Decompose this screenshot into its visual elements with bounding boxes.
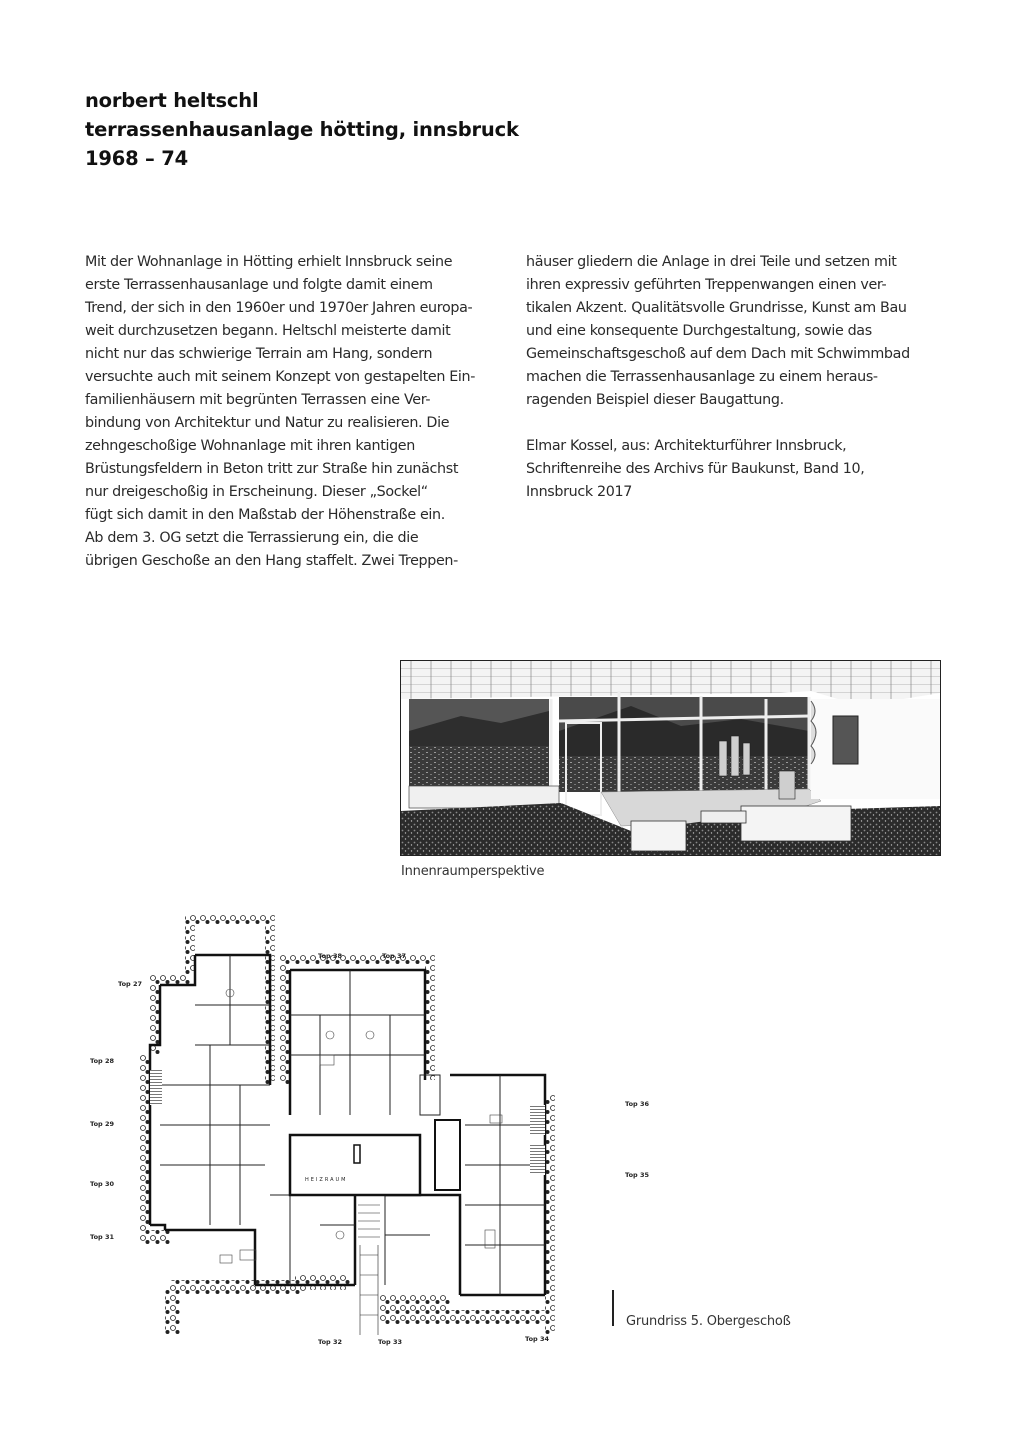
stair-core	[435, 1120, 460, 1190]
perspective-drawing	[401, 661, 940, 855]
text-line: Gemeinschaftsgeschoß auf dem Dach mit Schwimmbad	[526, 346, 910, 362]
text-line: machen die Terrassenhausanlage zu einem heraus-	[526, 369, 878, 385]
heizraum-room	[290, 1135, 420, 1195]
text-line: ihren expressiv geführten Treppenwangen einen ver-	[526, 277, 887, 293]
unit-label-top-27: Top 27	[118, 980, 142, 988]
text-line: Mit der Wohnanlage in Hötting erhielt Innsbruck seine	[85, 254, 453, 270]
unit-label-top-31: Top 31	[90, 1233, 114, 1241]
text-line: Trend, der sich in den 1960er und 1970er Jahren europa-	[85, 300, 473, 316]
unit-label-top-28: Top 28	[90, 1057, 114, 1065]
body-text-right-column	[526, 251, 956, 504]
project-years: 1968 – 74	[85, 147, 188, 170]
unit-label-top-33: Top 33	[378, 1338, 402, 1346]
page-heading	[85, 86, 519, 173]
floor-plan-caption: Grundriss 5. Obergeschoß	[626, 1314, 791, 1329]
shaft	[354, 1145, 360, 1163]
citation-line: Innsbruck 2017	[526, 484, 632, 500]
unit-label-top-32: Top 32	[318, 1338, 342, 1346]
unit-label-top-29: Top 29	[90, 1120, 114, 1128]
text-line: familienhäusern mit begrünten Terrassen eine Ver-	[85, 392, 431, 408]
unit-label-top-34: Top 34	[525, 1335, 549, 1343]
interior-walls	[160, 955, 545, 1295]
floor-plan-drawing	[90, 895, 670, 1365]
project-title: terrassenhausanlage hötting, innsbruck	[85, 118, 519, 141]
citation-line: Elmar Kossel, aus: Architekturführer Innsbruck,	[526, 438, 847, 454]
unit-label-top-36: Top 36	[625, 1100, 649, 1108]
right-wall	[811, 699, 940, 799]
heizraum-label: HEIZRAUM	[305, 1177, 348, 1183]
pendant-lamp	[811, 701, 816, 764]
text-line: Ab dem 3. OG setzt die Terrassierung ein, die die	[85, 530, 419, 546]
text-line: weit durchzusetzen begann. Heltschl meisterte damit	[85, 323, 451, 339]
text-line: versuchte auch mit seinem Konzept von gestapelten Ein-	[85, 369, 476, 385]
floor-plan-image	[90, 895, 670, 1365]
wall-painting	[833, 716, 858, 764]
interior-perspective-image	[400, 660, 941, 856]
text-line: zehngeschoßige Wohnanlage mit ihren kantigen	[85, 438, 415, 454]
text-line: fügt sich damit in den Maßstab der Höhenstraße ein.	[85, 507, 445, 523]
citation-line: Schriftenreihe des Archivs für Baukunst, Band 10,	[526, 461, 865, 477]
paragraph-gap	[526, 412, 956, 435]
unit-label-top-30: Top 30	[90, 1180, 114, 1188]
text-line: nicht nur das schwierige Terrain am Hang, sondern	[85, 346, 433, 362]
stairs	[358, 1205, 380, 1335]
unit-label-top-35: Top 35	[625, 1171, 649, 1179]
architect-name: norbert heltschl	[85, 89, 259, 112]
text-line: und eine konsequente Durchgestaltung, sowie das	[526, 323, 872, 339]
caption-rule	[612, 1290, 614, 1326]
sofa	[631, 821, 686, 851]
text-line: bindung von Architektur und Natur zu realisieren. Die	[85, 415, 450, 431]
text-line: erste Terrassenhausanlage und folgte damit einem	[85, 277, 433, 293]
text-line: Brüstungsfeldern in Beton tritt zur Straße hin zunächst	[85, 461, 459, 477]
text-line: übrigen Geschoße an den Hang staffelt. Zwei Treppen-	[85, 553, 458, 569]
text-line: tikalen Akzent. Qualitätsvolle Grundrisse, Kunst am Bau	[526, 300, 907, 316]
source-citation	[526, 435, 956, 504]
text-line: nur dreigeschoßig in Erscheinung. Dieser „Sockel“	[85, 484, 428, 500]
sofa	[741, 806, 851, 841]
body-text-left-column	[85, 251, 515, 573]
unit-label-top-37: Top 37	[382, 952, 406, 960]
unit-label-top-38: Top 38	[318, 952, 342, 960]
coffee-table	[701, 811, 746, 823]
text-line: häuser gliedern die Anlage in drei Teile und setzen mit	[526, 254, 897, 270]
perspective-caption: Innenraumperspektive	[401, 864, 545, 879]
text-line: ragenden Beispiel dieser Baugattung.	[526, 392, 784, 408]
